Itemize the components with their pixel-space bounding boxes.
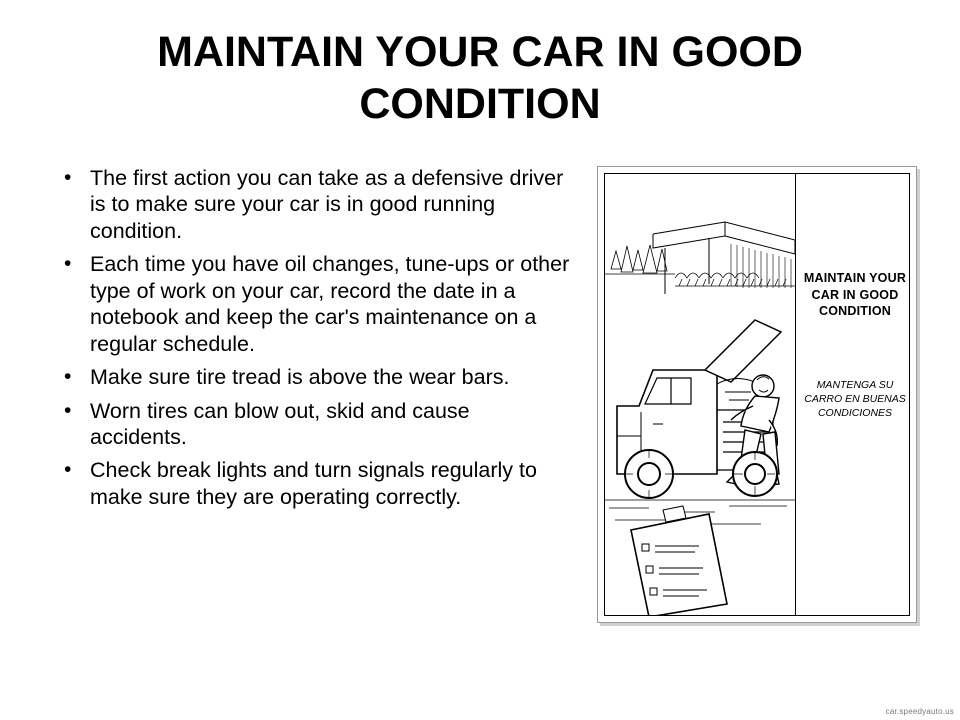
illustration-card <box>597 166 917 623</box>
illustration-frame <box>604 173 910 616</box>
list-item-text: Each time you have oil changes, tune-ups or other type of work on your car, record the date in a notebook and keep the car's maintenance on a regular schedule. <box>90 252 570 356</box>
list-item <box>52 165 572 244</box>
image-credit: car.speedyauto.us <box>885 707 954 716</box>
list-item-text: Check break lights and turn signals regularly to make sure they are operating correctly. <box>90 458 537 509</box>
list-item <box>52 398 572 451</box>
illustration-divider <box>795 174 796 615</box>
illustration-heading: MAINTAIN YOUR CAR IN GOOD CONDITION <box>803 271 907 318</box>
bullet-icon: • <box>64 252 72 276</box>
list-item-text: The first action you can take as a defensive driver is to make sure your car is in good running condition. <box>90 166 564 243</box>
bullet-icon: • <box>64 365 72 389</box>
list-item-text: Make sure tire tread is above the wear bars. <box>90 365 510 390</box>
bullet-icon: • <box>64 458 72 482</box>
list-item <box>52 364 572 390</box>
bullet-icon: • <box>64 398 72 422</box>
page-title: MAINTAIN YOUR CAR IN GOOD CONDITION <box>157 28 803 129</box>
list-item <box>52 457 572 510</box>
illustration-subheading: MANTENGA SU CARRO EN BUENAS CONDICIONES <box>804 378 906 420</box>
bullet-icon: • <box>64 166 72 189</box>
car-maintenance-illustration <box>605 174 795 616</box>
illustration-text-block <box>801 270 909 421</box>
list-item <box>52 251 572 357</box>
bullet-list <box>52 165 572 517</box>
list-item-text: Worn tires can blow out, skid and cause accidents. <box>90 398 470 449</box>
